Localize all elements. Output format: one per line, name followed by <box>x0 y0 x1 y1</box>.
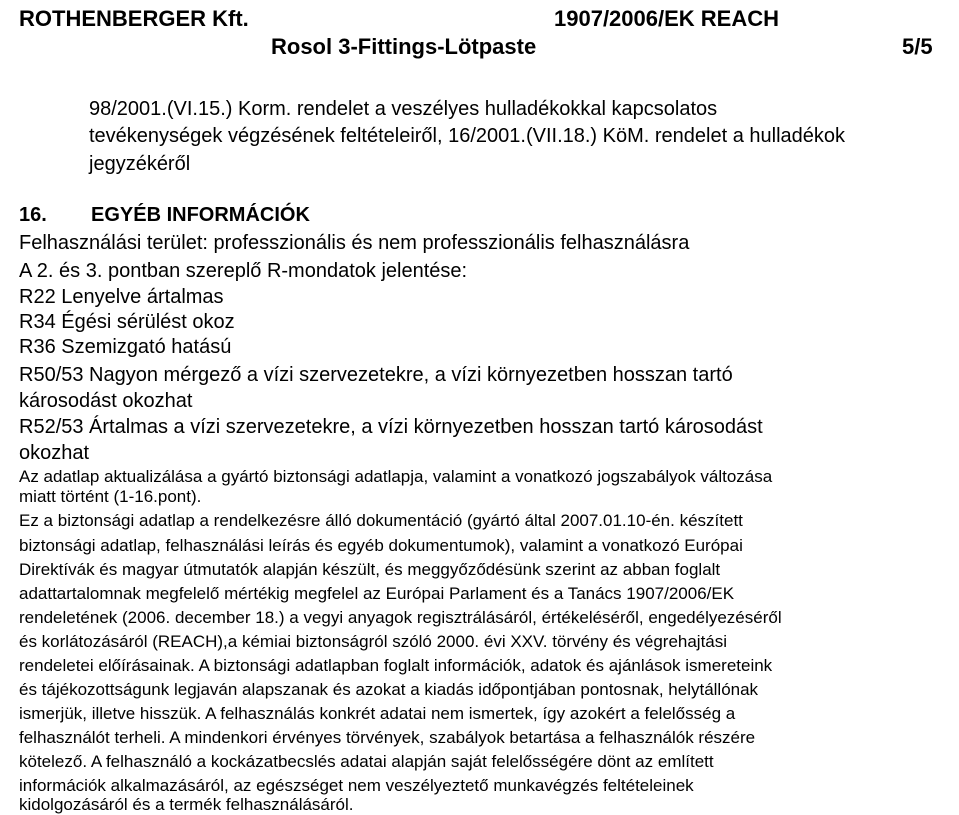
r-phrase-r36: R36 Szemizgató hatású <box>19 336 232 358</box>
r-phrase-r34: R34 Égési sérülést okoz <box>19 311 235 333</box>
disclaimer-line: információk alkalmazásáról, az egészséget nem veszélyeztető munkavégzés feltételeinek <box>19 776 694 795</box>
section-heading <box>19 203 310 227</box>
update-note-line: miatt történt (1-16.pont). <box>19 487 202 506</box>
waste-regulation-line: tevékenységek végzésének feltételeiről, 16/2001.(VII.18.) KöM. rendelet a hulladékok <box>89 125 846 147</box>
disclaimer-line: rendeletének (2006. december 18.) a vegyi anyagok regisztrálásáról, értékeléséről, engedélyezéséről <box>19 608 782 627</box>
disclaimer-line: biztonsági adatlap, felhasználási leírás és egyéb dokumentumok), valamint a vonatkozó Európai <box>19 536 743 555</box>
disclaimer-line: és korlátozásáról (REACH),a kémiai biztonságról szóló 2000. évi XXV. törvény és végrehajtási <box>19 632 728 651</box>
section-title: EGYÉB INFORMÁCIÓK <box>91 204 310 226</box>
r-phrase-r52-53-cont: okozhat <box>19 442 90 464</box>
waste-regulation-line: jegyzékéről <box>89 153 191 175</box>
company-name: ROTHENBERGER Kft. <box>19 6 249 31</box>
r-phrase-r22: R22 Lenyelve ártalmas <box>19 286 224 308</box>
usage-area-line: Felhasználási terület: professzionális és nem professzionális felhasználásra <box>19 232 690 254</box>
product-name: Rosol 3-Fittings-Lötpaste <box>271 34 537 59</box>
page-number: 5/5 <box>902 34 933 59</box>
r-phrase-r52-53: R52/53 Ártalmas a vízi szervezetekre, a vízi környezetben hosszan tartó károsodást <box>19 416 763 438</box>
r-phrases-intro: A 2. és 3. pontban szereplő R-mondatok jelentése: <box>19 260 468 282</box>
disclaimer-line: ismerjük, illetve hisszük. A felhasználás konkrét adatai nem ismertek, így azokért a felelősség a <box>19 704 736 723</box>
waste-regulation-line: 98/2001.(VI.15.) Korm. rendelet a veszélyes hulladékokkal kapcsolatos <box>89 98 718 120</box>
disclaimer-line: Direktívák és magyar útmutatók alapján készült, és meggyőződésünk szerint az abban foglalt <box>19 560 721 579</box>
update-note-line: Az adatlap aktualizálása a gyártó biztonsági adatlapja, valamint a vonatkozó jogszabályok változása <box>19 467 773 486</box>
r-phrase-r50-53: R50/53 Nagyon mérgező a vízi szervezetekre, a vízi környezetben hosszan tartó <box>19 364 733 386</box>
r-phrase-r50-53-cont: károsodást okozhat <box>19 390 193 412</box>
disclaimer-line: és tájékozottságunk legjaván alapszanak és azokat a kiadás időpontjában pontosnak, helytállónak <box>19 680 759 699</box>
disclaimer-line: adattartalomnak megfelelő mértékig megfelel az Európai Parlament és a Tanács 1907/2006/EK <box>19 584 735 603</box>
section-number: 16. <box>19 204 47 226</box>
disclaimer-line: kidolgozásáról és a termék felhasználásáról. <box>19 795 354 814</box>
disclaimer-line: felhasználót terheli. A mindenkori érvényes törvények, szabályok betartása a felhasználók részére <box>19 728 756 747</box>
disclaimer-line: Ez a biztonsági adatlap a rendelkezésre álló dokumentáció (gyártó által 2007.01.10-én. készített <box>19 511 743 530</box>
disclaimer-line: kötelező. A felhasználó a kockázatbecslés adatai alapján saját felelősségére dönt az említett <box>19 752 714 771</box>
disclaimer-line: rendeletei előírásainak. A biztonsági adatlapban foglalt információk, adatok és ajánlások ismereteink <box>19 656 773 675</box>
regulation-title: 1907/2006/EK REACH <box>554 6 780 31</box>
